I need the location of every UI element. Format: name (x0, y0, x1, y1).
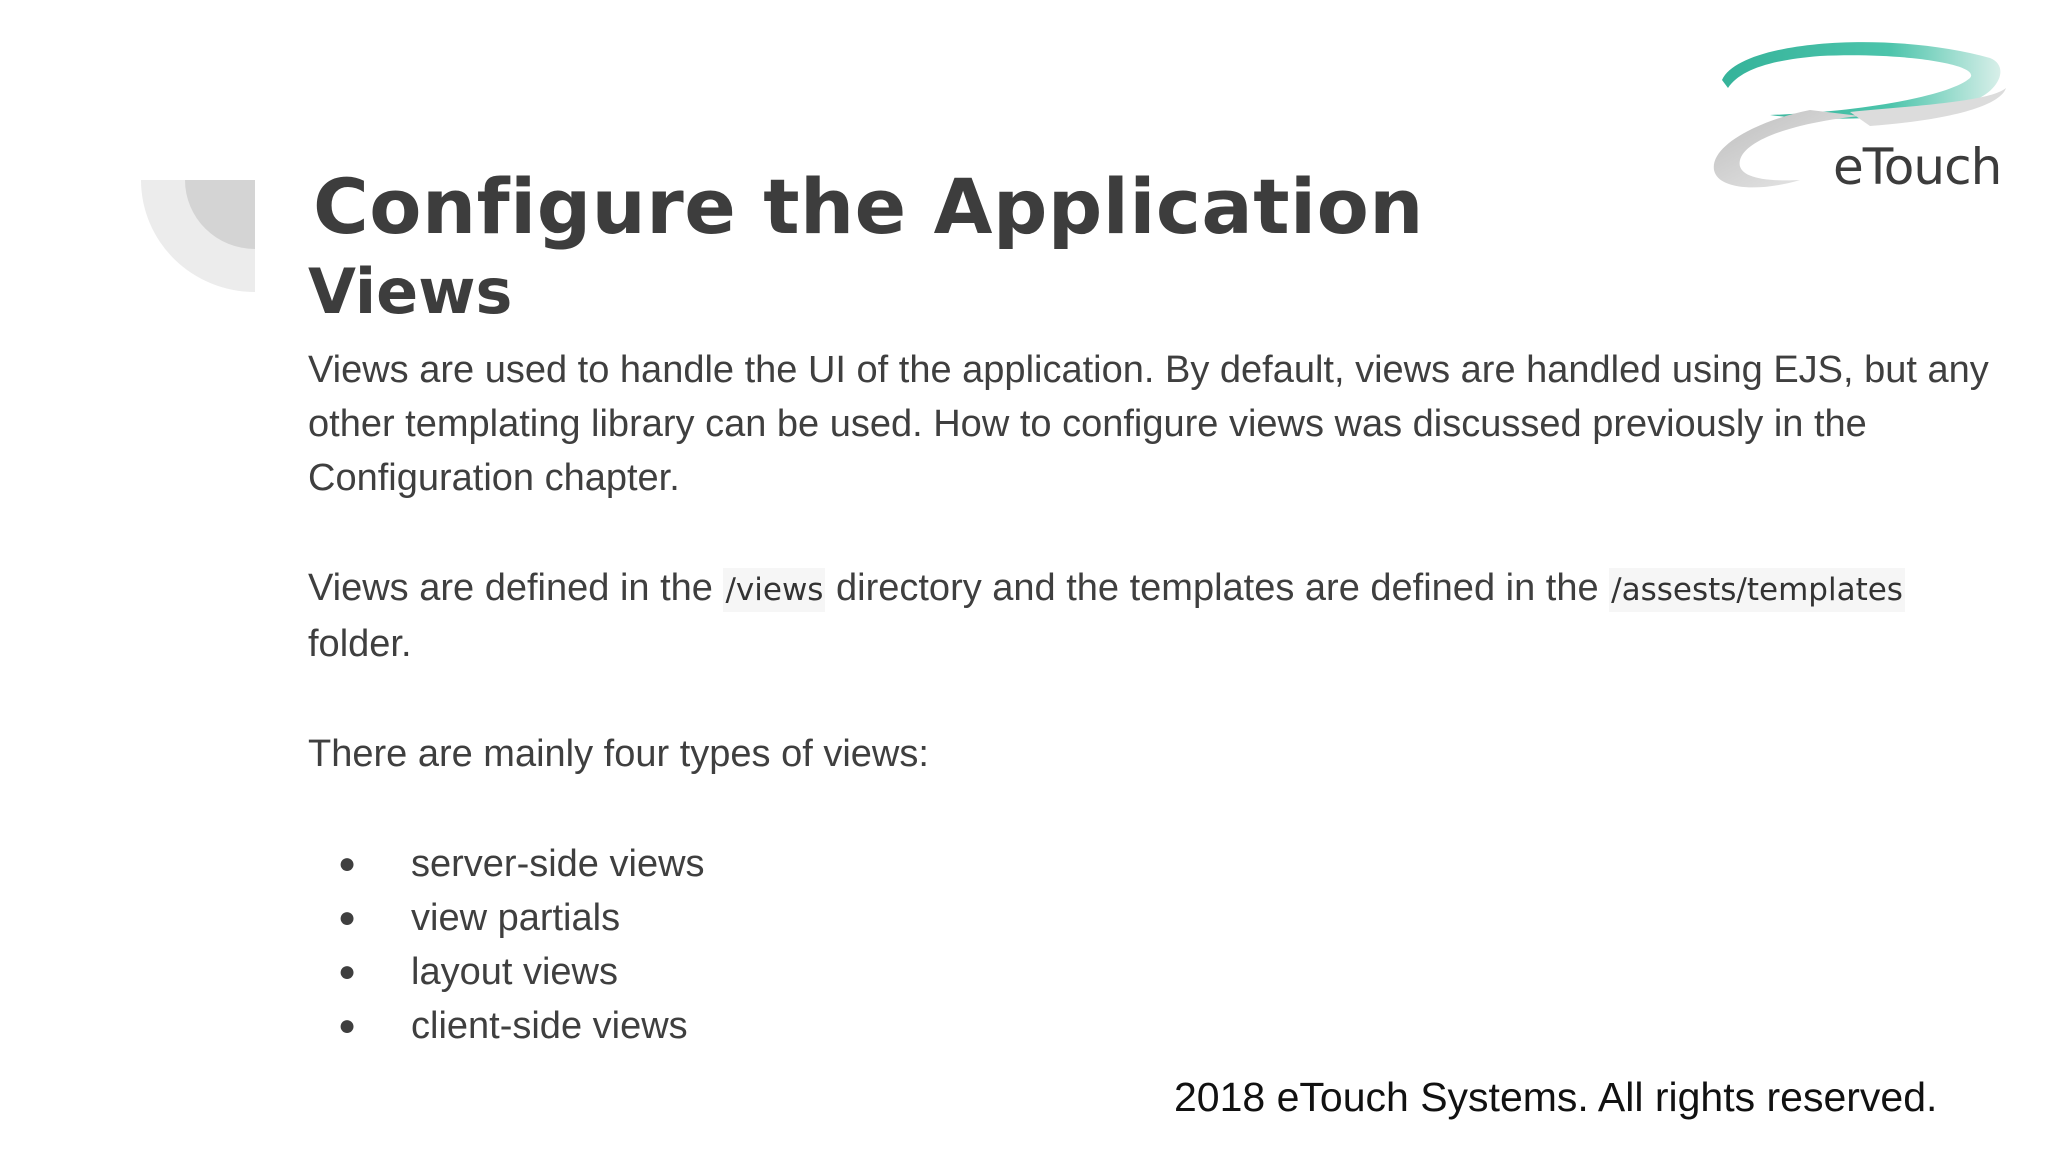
bullet-icon: ● (338, 901, 357, 934)
paragraph-text: directory and the templates are defined in the (825, 567, 1610, 609)
code-templates-dir: /assests/templates (1609, 568, 1905, 612)
paragraph-text: Views are defined in the (308, 567, 724, 609)
view-types-list (308, 837, 2008, 1053)
list-item (308, 837, 2008, 891)
paragraph-view-types: There are mainly four types of views: (308, 733, 929, 775)
paragraph-text: folder. (308, 623, 412, 665)
list-item-label: layout views (411, 951, 618, 993)
paragraph-views-intro: Views are used to handle the UI of the application. By default, views are handled using EJS, but any other templating library can be used. How to configure views was discussed previously in the Configuration chapter. (308, 349, 1989, 499)
list-item-label: view partials (411, 897, 621, 939)
bullet-icon: ● (338, 847, 357, 880)
slide-subtitle: Views (308, 255, 513, 328)
bullet-icon: ● (338, 955, 357, 988)
bullet-icon: ● (338, 1009, 357, 1042)
list-item (308, 945, 2008, 999)
slide-title: Configure the Application (313, 162, 1424, 251)
paragraph-views-location (308, 561, 2008, 671)
list-item-label: client-side views (411, 1005, 688, 1047)
list-item (308, 999, 2008, 1053)
list-item (308, 891, 2008, 945)
copyright-footer: 2018 eTouch Systems. All rights reserved. (1174, 1074, 1938, 1120)
slide-body (308, 343, 2008, 1053)
logo-text: eTouch (1833, 138, 2002, 196)
list-item-label: server-side views (411, 843, 705, 885)
code-views-dir: /views (723, 568, 825, 612)
corner-decoration-icon (141, 180, 255, 292)
